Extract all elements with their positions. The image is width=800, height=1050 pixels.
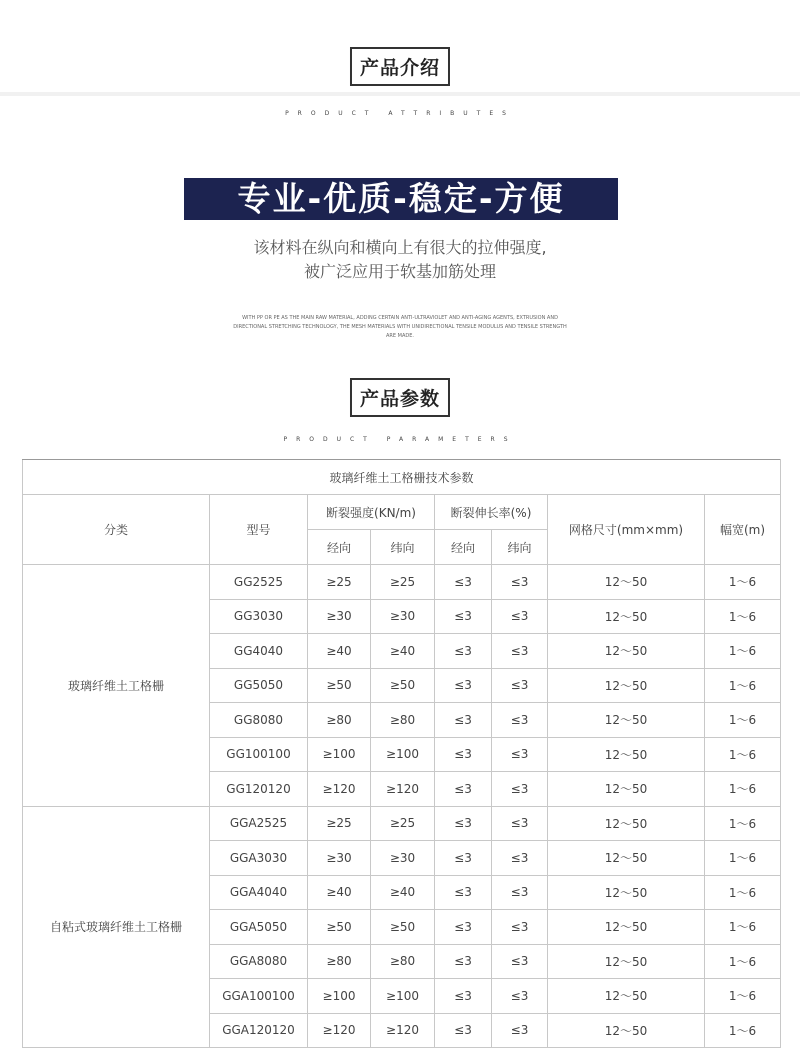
- mesh-size-cell: 12～50: [548, 841, 705, 876]
- mesh-size-cell: 12～50: [548, 772, 705, 807]
- description-line-2: 被广泛应用于软基加筋处理: [303, 262, 496, 281]
- strength-warp-cell: ≥50: [308, 668, 371, 703]
- elongation-warp-cell: ≤3: [435, 772, 492, 807]
- elongation-warp-cell: ≤3: [435, 565, 492, 600]
- model-cell: GG2525: [210, 565, 308, 600]
- width-cell: 1～6: [705, 944, 781, 979]
- mesh-size-cell: 12～50: [548, 806, 705, 841]
- strength-weft-cell: ≥30: [371, 841, 435, 876]
- elongation-warp-cell: ≤3: [435, 703, 492, 738]
- slogan-banner: 专业-优质-稳定-方便: [184, 178, 618, 220]
- spec-table: [22, 459, 781, 1048]
- strength-warp-cell: ≥40: [308, 634, 371, 669]
- elongation-weft-cell: ≤3: [492, 634, 548, 669]
- elongation-warp-cell: ≤3: [435, 737, 492, 772]
- strength-weft-cell: ≥40: [371, 634, 435, 669]
- strength-weft-cell: ≥50: [371, 910, 435, 945]
- model-cell: GGA100100: [210, 979, 308, 1014]
- model-cell: GGA4040: [210, 875, 308, 910]
- strength-warp-cell: ≥120: [308, 772, 371, 807]
- strength-weft-cell: ≥25: [371, 565, 435, 600]
- mesh-size-cell: 12～50: [548, 565, 705, 600]
- strength-weft-cell: ≥40: [371, 875, 435, 910]
- width-cell: 1～6: [705, 806, 781, 841]
- width-cell: 1～6: [705, 772, 781, 807]
- elongation-weft-cell: ≤3: [492, 772, 548, 807]
- width-cell: 1～6: [705, 841, 781, 876]
- mesh-size-cell: 12～50: [548, 737, 705, 772]
- fine-print-en: WITH PP OR PE AS THE MAIN RAW MATERIAL, ADDING CERTAIN ANTI-ULTRAVIOLET AND ANTI-AGING AGENTS, EXTRUSION AND DIRECTIONAL STRETCHING TECHNOLOGY, THE MESH MATERIALS WITH UNIDIRECTIONAL TENSILE MODULUS AND TENSILE STRENGTH ARE MADE.: [233, 315, 567, 339]
- strength-warp-cell: ≥40: [308, 875, 371, 910]
- strength-warp-cell: ≥100: [308, 979, 371, 1014]
- header-elongation: 断裂伸长率(%): [435, 495, 548, 530]
- width-cell: 1～6: [705, 599, 781, 634]
- model-cell: GGA120120: [210, 1013, 308, 1048]
- description-line-1: 该材料在纵向和横向上有很大的拉伸强度,: [253, 238, 547, 257]
- header-elongation-weft: 纬向: [492, 530, 548, 565]
- strength-warp-cell: ≥80: [308, 944, 371, 979]
- mesh-size-cell: 12～50: [548, 634, 705, 669]
- elongation-warp-cell: ≤3: [435, 668, 492, 703]
- width-cell: 1～6: [705, 875, 781, 910]
- strength-weft-cell: ≥120: [371, 1013, 435, 1048]
- header-width: 幅宽(m): [705, 495, 781, 565]
- elongation-weft-cell: ≤3: [492, 910, 548, 945]
- strength-weft-cell: ≥100: [371, 979, 435, 1014]
- strength-warp-cell: ≥120: [308, 1013, 371, 1048]
- elongation-weft-cell: ≤3: [492, 565, 548, 600]
- elongation-warp-cell: ≤3: [435, 1013, 492, 1048]
- elongation-warp-cell: ≤3: [435, 944, 492, 979]
- section-title-intro: 产品介绍: [350, 47, 450, 86]
- width-cell: 1～6: [705, 668, 781, 703]
- header-category: 分类: [23, 495, 210, 565]
- table-row: [23, 565, 781, 600]
- mesh-size-cell: 12～50: [548, 668, 705, 703]
- strength-weft-cell: ≥100: [371, 737, 435, 772]
- mesh-size-cell: 12～50: [548, 1013, 705, 1048]
- strength-weft-cell: ≥50: [371, 668, 435, 703]
- elongation-weft-cell: ≤3: [492, 668, 548, 703]
- width-cell: 1～6: [705, 565, 781, 600]
- elongation-warp-cell: ≤3: [435, 634, 492, 669]
- strength-warp-cell: ≥50: [308, 910, 371, 945]
- elongation-weft-cell: ≤3: [492, 806, 548, 841]
- mesh-size-cell: 12～50: [548, 875, 705, 910]
- elongation-weft-cell: ≤3: [492, 703, 548, 738]
- strength-warp-cell: ≥100: [308, 737, 371, 772]
- mesh-size-cell: 12～50: [548, 944, 705, 979]
- strength-warp-cell: ≥30: [308, 599, 371, 634]
- header-mesh-size: 网格尺寸(mm×mm): [548, 495, 705, 565]
- mesh-size-cell: 12～50: [548, 703, 705, 738]
- elongation-weft-cell: ≤3: [492, 944, 548, 979]
- strength-weft-cell: ≥30: [371, 599, 435, 634]
- section-title-params: 产品参数: [350, 378, 450, 417]
- category-cell: 玻璃纤维土工格栅: [23, 565, 210, 807]
- elongation-warp-cell: ≤3: [435, 599, 492, 634]
- elongation-warp-cell: ≤3: [435, 979, 492, 1014]
- subtitle-en-parameters: PRODUCT PARAMETERS: [283, 436, 517, 443]
- width-cell: 1～6: [705, 979, 781, 1014]
- model-cell: GG8080: [210, 703, 308, 738]
- elongation-warp-cell: ≤3: [435, 875, 492, 910]
- elongation-weft-cell: ≤3: [492, 737, 548, 772]
- model-cell: GGA8080: [210, 944, 308, 979]
- strength-warp-cell: ≥80: [308, 703, 371, 738]
- width-cell: 1～6: [705, 737, 781, 772]
- strength-weft-cell: ≥80: [371, 703, 435, 738]
- model-cell: GG3030: [210, 599, 308, 634]
- table-caption: 玻璃纤维土工格栅技术参数: [23, 460, 781, 495]
- mesh-size-cell: 12～50: [548, 979, 705, 1014]
- category-cell: 自粘式玻璃纤维土工格栅: [23, 806, 210, 1048]
- divider-band: [0, 92, 800, 96]
- subtitle-en-attributes: PRODUCT ATTRIBUTES: [285, 110, 515, 117]
- table-row: [23, 806, 781, 841]
- elongation-warp-cell: ≤3: [435, 841, 492, 876]
- elongation-weft-cell: ≤3: [492, 841, 548, 876]
- header-model: 型号: [210, 495, 308, 565]
- model-cell: GG5050: [210, 668, 308, 703]
- elongation-weft-cell: ≤3: [492, 1013, 548, 1048]
- strength-warp-cell: ≥25: [308, 806, 371, 841]
- strength-warp-cell: ≥30: [308, 841, 371, 876]
- header-strength: 断裂强度(KN/m): [308, 495, 435, 530]
- elongation-weft-cell: ≤3: [492, 599, 548, 634]
- elongation-weft-cell: ≤3: [492, 875, 548, 910]
- strength-weft-cell: ≥80: [371, 944, 435, 979]
- model-cell: GGA2525: [210, 806, 308, 841]
- strength-weft-cell: ≥25: [371, 806, 435, 841]
- strength-warp-cell: ≥25: [308, 565, 371, 600]
- elongation-warp-cell: ≤3: [435, 806, 492, 841]
- elongation-weft-cell: ≤3: [492, 979, 548, 1014]
- elongation-warp-cell: ≤3: [435, 910, 492, 945]
- width-cell: 1～6: [705, 703, 781, 738]
- strength-weft-cell: ≥120: [371, 772, 435, 807]
- mesh-size-cell: 12～50: [548, 910, 705, 945]
- model-cell: GGA5050: [210, 910, 308, 945]
- model-cell: GGA3030: [210, 841, 308, 876]
- width-cell: 1～6: [705, 1013, 781, 1048]
- width-cell: 1～6: [705, 634, 781, 669]
- header-strength-weft: 纬向: [371, 530, 435, 565]
- model-cell: GG4040: [210, 634, 308, 669]
- width-cell: 1～6: [705, 910, 781, 945]
- model-cell: GG100100: [210, 737, 308, 772]
- header-elongation-warp: 经向: [435, 530, 492, 565]
- header-strength-warp: 经向: [308, 530, 371, 565]
- mesh-size-cell: 12～50: [548, 599, 705, 634]
- model-cell: GG120120: [210, 772, 308, 807]
